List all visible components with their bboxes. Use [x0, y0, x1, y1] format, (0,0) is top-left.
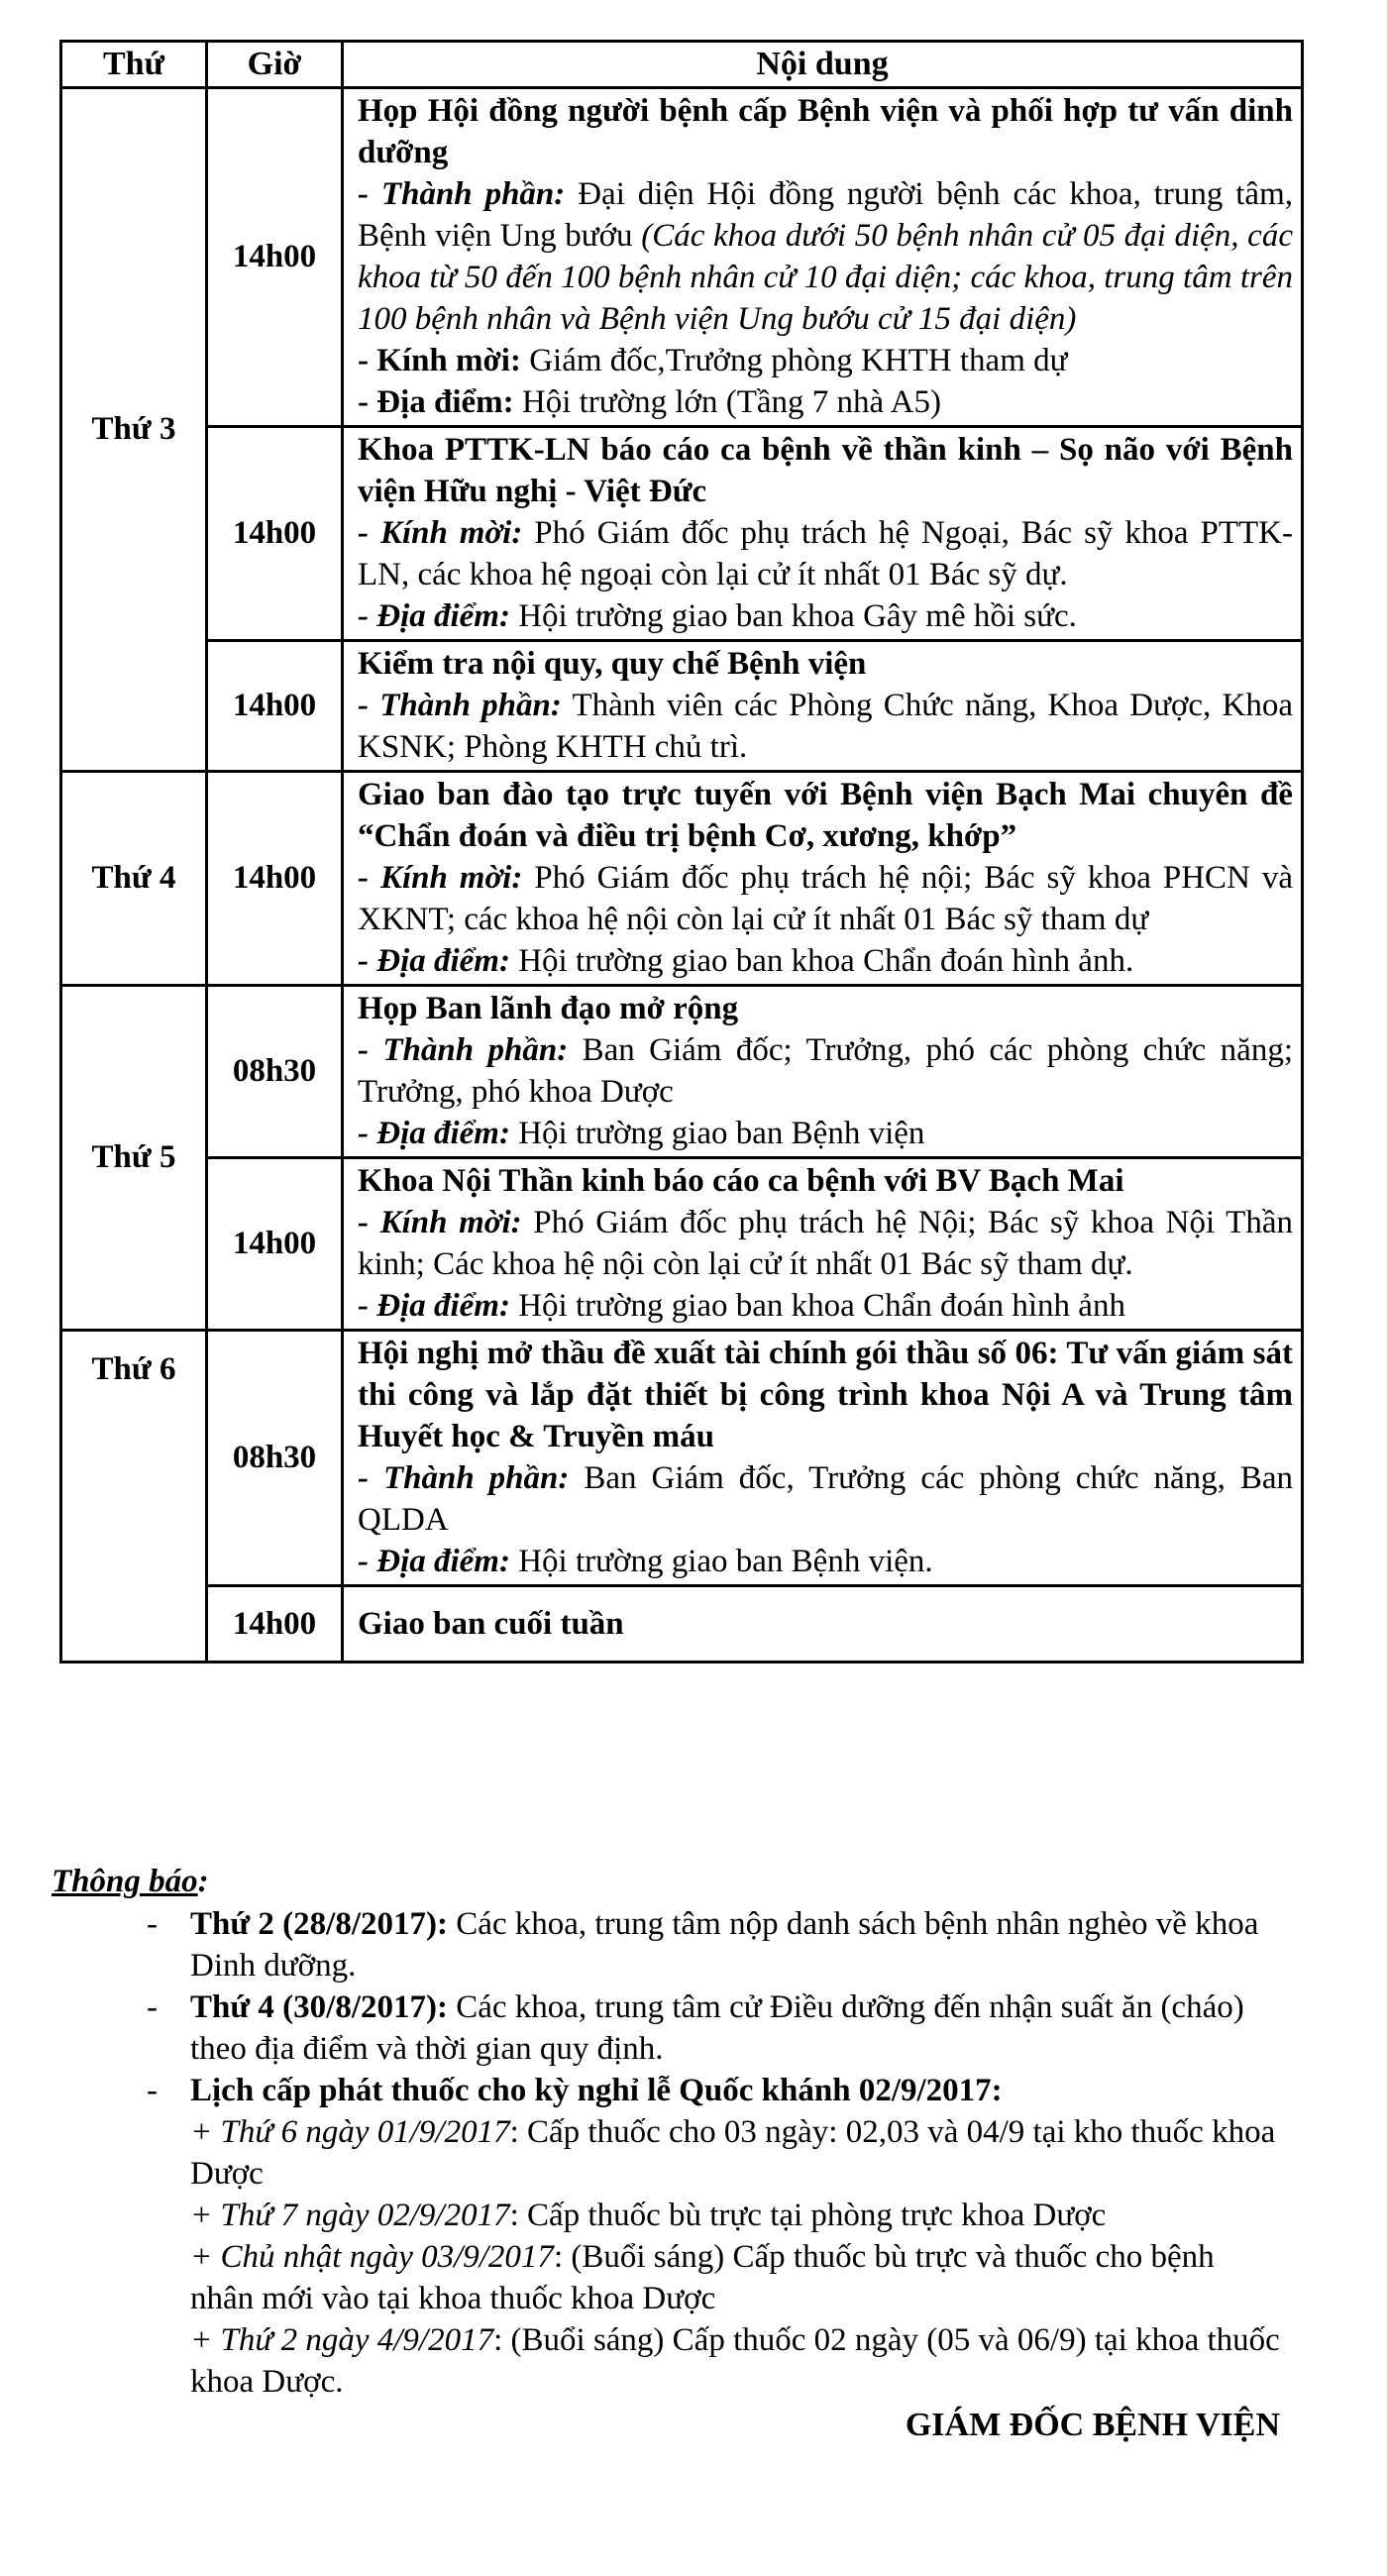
notices-section: [52, 1861, 1280, 2454]
sub-item-text: : Cấp thuốc bù trực tại phòng trực khoa Dược: [509, 2198, 1107, 2233]
time-cell: 08h30: [207, 986, 343, 1158]
line-text: Hội trường giao ban khoa Chẩn đoán hình ảnh.: [509, 943, 1134, 979]
time-cell: 08h30: [207, 1331, 343, 1586]
line-text: Hội trường giao ban khoa Gây mê hồi sức.: [509, 598, 1077, 634]
line-label: - Kính mời:: [358, 860, 523, 896]
event-title: Họp Hội đồng người bệnh cấp Bệnh viện và phối hợp tư vấn dinh dưỡng: [358, 93, 1293, 170]
line-label: - Địa điểm:: [358, 1116, 510, 1151]
notices-heading: [52, 1861, 1280, 1902]
notice-sub-item: [52, 2236, 1280, 2319]
event-title: Kiểm tra nội quy, quy chế Bệnh viện: [358, 646, 867, 682]
line-label: - Kính mời:: [358, 343, 521, 378]
line-label: - Địa điểm:: [358, 598, 510, 634]
line-text: Phó Giám đốc phụ trách hệ nội; Bác sỹ khoa PHCN và XKNT; các khoa hệ nội còn lại cử ít nhất 01 Bác sỹ tham dự: [358, 860, 1293, 937]
line-label: - Địa điểm:: [358, 943, 510, 979]
notice-sub-item: [52, 2195, 1280, 2236]
notice-dash: -: [147, 2073, 158, 2108]
time-cell: 14h00: [207, 772, 343, 986]
table-row: [61, 772, 1303, 986]
event-line: [358, 1113, 1293, 1154]
table-header-row: [61, 42, 1303, 88]
event-content: [343, 1331, 1303, 1586]
notice-item: [52, 2070, 1280, 2111]
event-line: [358, 173, 1293, 340]
sub-item-text: : (Buổi sáng) Cấp thuốc bù trực và thuốc cho bệnh nhân mới vào tại khoa thuốc khoa Dược: [190, 2239, 1215, 2316]
notices-heading-colon: :: [197, 1864, 209, 1899]
event-line: [358, 940, 1293, 982]
line-text: Phó Giám đốc phụ trách hệ Nội; Bác sỹ khoa Nội Thần kinh; Các khoa hệ nội còn lại cử ít nhất 01 Bác sỹ tham dự.: [358, 1205, 1293, 1282]
time-cell: 14h00: [207, 88, 343, 427]
event-line: [358, 512, 1293, 595]
line-text: Hội trường giao ban Bệnh viện: [509, 1116, 925, 1151]
event-line: [358, 857, 1293, 940]
line-note: (Các khoa dưới 50 bệnh nhân cử 05 đại diện, các khoa từ 50 đến 100 bệnh nhân cử 10 đại diện; các khoa, trung tâm trên 100 bệnh nhân và Bệnh viện Ung bướu cử 15 đại diện): [358, 218, 1293, 337]
time-cell: 14h00: [207, 1158, 343, 1331]
line-text: Thành viên các Phòng Chức năng, Khoa Dược, Khoa KSNK; Phòng KHTH chủ trì.: [358, 688, 1294, 765]
event-title: Họp Ban lãnh đạo mở rộng: [358, 991, 739, 1026]
notice-dash: -: [147, 1989, 158, 2025]
event-line: [358, 1202, 1293, 1285]
event-line: [358, 685, 1293, 768]
signature-block: [52, 2405, 1280, 2454]
line-text: Hội trường giao ban khoa Chẩn đoán hình ảnh: [509, 1288, 1125, 1324]
weekly-schedule-table: [59, 40, 1304, 1664]
time-cell: 14h00: [207, 641, 343, 772]
event-title: Khoa PTTK-LN báo cáo ca bệnh về thần kinh – Sọ não với Bệnh viện Hữu nghị - Việt Đức: [358, 432, 1293, 509]
header-day: Thứ: [61, 42, 207, 88]
time-cell: 14h00: [207, 427, 343, 641]
sub-item-text: : Cấp thuốc cho 03 ngày: 02,03 và 04/9 tại kho thuốc khoa Dược: [190, 2114, 1276, 2192]
line-text: Ban Giám đốc, Trưởng các phòng chức năng, Ban QLDA: [358, 1460, 1293, 1538]
event-title: Giao ban đào tạo trực tuyến với Bệnh viện Bạch Mai chuyên đề “Chẩn đoán và điều trị bệnh Cơ, xương, khớp”: [358, 777, 1293, 854]
notice-sub-item: [52, 2111, 1280, 2195]
sub-item-date: + Chủ nhật ngày 03/9/2017: [190, 2239, 554, 2275]
event-line: [358, 1029, 1293, 1113]
event-content: [343, 1586, 1303, 1663]
day-cell: Thứ 3: [61, 88, 207, 772]
table-row: [61, 641, 1303, 772]
signature-title: GIÁM ĐỐC BỆNH VIỆN: [905, 2407, 1280, 2443]
notice-label: Lịch cấp phát thuốc cho kỳ nghỉ lễ Quốc khánh 02/9/2017:: [190, 2073, 1003, 2108]
notice-text: Các khoa, trung tâm cử Điều dưỡng đến nhận suất ăn (cháo) theo địa điểm và thời gian quy định.: [190, 1989, 1244, 2067]
line-text: Hội trường giao ban Bệnh viện.: [509, 1544, 933, 1579]
event-line: [358, 1285, 1293, 1327]
line-label: - Địa điểm:: [358, 1544, 510, 1579]
notice-sub-item: [52, 2319, 1280, 2403]
event-content: [343, 1158, 1303, 1331]
line-label: - Thành phần:: [358, 1032, 569, 1068]
sub-item-text: : (Buổi sáng) Cấp thuốc 02 ngày (05 và 06/9) tại khoa thuốc khoa Dược.: [190, 2322, 1280, 2400]
day-cell: Thứ 5: [61, 986, 207, 1331]
line-text: Đại diện Hội đồng người bệnh các khoa, trung tâm, Bệnh viện Ung bướu: [358, 176, 1293, 254]
sub-item-date: + Thứ 6 ngày 01/9/2017: [190, 2114, 510, 2150]
line-label: - Thành phần:: [358, 688, 562, 723]
line-text: Phó Giám đốc phụ trách hệ Ngoại, Bác sỹ khoa PTTK-LN, các khoa hệ ngoại còn lại cử ít nhất 01 Bác sỹ dự.: [358, 515, 1293, 592]
sub-item-date: + Thứ 7 ngày 02/9/2017: [190, 2198, 510, 2233]
event-title: Hội nghị mở thầu đề xuất tài chính gói thầu số 06: Tư vấn giám sát thi công và lắp đặt thiết bị công trình khoa Nội A và Trung tâm Huyết học & Truyền máu: [358, 1336, 1293, 1454]
event-content: [343, 641, 1303, 772]
table-row: [61, 1158, 1303, 1331]
line-text: Hội trường lớn (Tầng 7 nhà A5): [513, 384, 941, 420]
day-cell: Thứ 6: [61, 1331, 207, 1663]
notice-item: [52, 1903, 1280, 1986]
notice-label: Thứ 4 (30/8/2017):: [190, 1989, 448, 2025]
notice-label: Thứ 2 (28/8/2017):: [190, 1906, 448, 1942]
header-content: Nội dung: [343, 42, 1303, 88]
event-line: [358, 381, 1293, 423]
event-line: [358, 1541, 1293, 1582]
event-title: Giao ban cuối tuần: [358, 1605, 624, 1642]
table-row: [61, 1331, 1303, 1586]
event-content: [343, 986, 1303, 1158]
event-line: [358, 340, 1293, 381]
line-text: Giám đốc,Trưởng phòng KHTH tham dự: [520, 343, 1068, 378]
event-line: [358, 595, 1293, 637]
line-label: - Kính mời:: [358, 1205, 522, 1240]
line-label: - Địa điểm:: [358, 1288, 510, 1324]
event-title: Khoa Nội Thần kinh báo cáo ca bệnh với BV Bạch Mai: [358, 1163, 1124, 1199]
line-text: Ban Giám đốc; Trưởng, phó các phòng chức năng; Trưởng, phó khoa Dược: [358, 1032, 1293, 1110]
table-row: [61, 1586, 1303, 1663]
event-content: [343, 772, 1303, 986]
notice-dash: -: [147, 1906, 158, 1942]
event-content: [343, 88, 1303, 427]
event-content: [343, 427, 1303, 641]
sub-item-date: + Thứ 2 ngày 4/9/2017: [190, 2322, 494, 2358]
table-row: [61, 427, 1303, 641]
event-line: [358, 1457, 1293, 1541]
line-label: - Địa điểm:: [358, 384, 514, 420]
notices-heading-text: Thông báo: [52, 1864, 198, 1899]
header-time: Giờ: [207, 42, 343, 88]
table-row: [61, 986, 1303, 1158]
notice-text: Các khoa, trung tâm nộp danh sách bệnh nhân nghèo về khoa Dinh dưỡng.: [190, 1906, 1259, 1984]
table-row: [61, 88, 1303, 427]
day-cell: Thứ 4: [61, 772, 207, 986]
line-label: - Thành phần:: [358, 1460, 570, 1496]
line-label: - Thành phần:: [358, 176, 566, 212]
notice-item: [52, 1986, 1280, 2070]
time-cell: 14h00: [207, 1586, 343, 1663]
line-label: - Kính mời:: [358, 515, 523, 551]
